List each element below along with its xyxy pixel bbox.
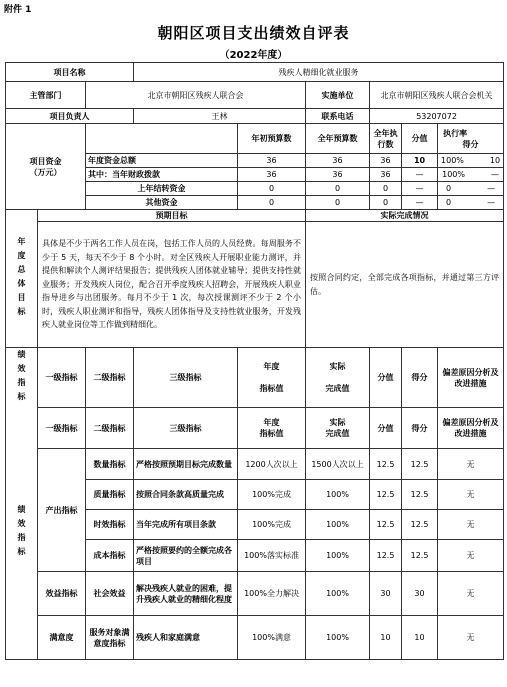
- phone-label: 联系电话: [306, 109, 370, 124]
- goals-side-label: 年度总体目标: [6, 210, 38, 348]
- phone-value: 53207072: [370, 109, 504, 124]
- table-row: 成本指标 严格按照要约的全额完成各项目 100%落实标准 100% 12.5 12.5 无: [6, 540, 504, 572]
- owner-value: 王林: [134, 109, 306, 124]
- funds-row: 其中：当年财政拨款 36 36 36 — 100% —: [6, 168, 504, 182]
- perf-side-label: 绩效指标: [6, 408, 38, 660]
- goals-header-row: [6, 210, 504, 222]
- table-row: 效益指标 社会效益 解决残疾人就业的困难，提升残疾人就业的精细化程度 100%全力解决 100% 30 30 无: [6, 572, 504, 616]
- funds-header-row: [6, 124, 504, 154]
- owner-label: 项目负责人: [6, 109, 134, 124]
- year-subtitle: （2022年度）: [219, 50, 288, 61]
- perf-header-row: 绩效指标 一级指标 二级指标 三级指标 年度 指标值 实际 完成值 分值 得分 偏差原因分析及改进措施: [6, 348, 504, 408]
- funds-header-cell: 全年执行数: [370, 124, 402, 154]
- page-title: 朝阳区项目支出绩效自评表: [157, 24, 350, 42]
- impl-label: 实施单位: [306, 82, 370, 109]
- dept-value: 北京市朝阳区残疾人联合会: [86, 82, 306, 109]
- attachment-label: 附件 1: [4, 5, 32, 15]
- project-name-value: 残疾人精细化就业服务: [134, 63, 504, 82]
- funds-row: 其他资金 0 0 0 — 0 —: [6, 196, 504, 210]
- funds-row: 年度资金总额 36 36 36 10 100% 10: [6, 154, 504, 168]
- funds-header-cell: 执行率 得分: [438, 124, 504, 154]
- expected-goal-header: 预期目标: [38, 210, 306, 222]
- funds-header-cell: 全年预算数: [306, 124, 370, 154]
- funds-header-cell: 分值: [402, 124, 438, 154]
- project-name-row: [6, 63, 504, 82]
- owner-row: [6, 109, 504, 124]
- actual-goal-header: 实际完成情况: [306, 210, 504, 222]
- goals-content-row: [6, 222, 504, 348]
- table-row: 满意度 服务对象满意度指标 残疾人和家庭满意 100%满意 100% 10 10 无: [6, 616, 504, 660]
- expected-goal-text: 具体是不少于两名工作人员在岗，包括工作人员的人员经费。每周服务不少于 5 天，每天不少于 8 个小时。对全区残疾人开展职业能力测评，并提供和解读个人测评结果报告；提供残疾人团体就业辅导；提供支持性就业服务；开发残疾人岗位，配合召开季度残疾人招聘会，开展残疾人职业指导进乡与出团服务。每月不少于 1 次，每次授课测评不少于 2 个小时，残疾人职业测评和指导，残疾人团体指导及支持性就业服务，开发残疾人就业岗位等工作做到精细化。: [38, 222, 306, 348]
- funds-header-cell: 年初预算数: [238, 124, 306, 154]
- actual-goal-text: 按照合同约定，全部完成各项指标，并通过第三方评估。: [306, 222, 504, 348]
- table-row: 产出指标 数量指标 严格按照预期目标完成数量 1200人次以上 1500人次以上 12.5 12.5 无: [6, 449, 504, 480]
- table-row: 时效指标 当年完成所有项目条款 100%完成 100% 12.5 12.5 无: [6, 510, 504, 540]
- project-name-label: 项目名称: [6, 63, 134, 82]
- output-indicator-label: 产出指标: [38, 449, 86, 572]
- impl-value: 北京市朝阳区残疾人联合会机关: [370, 82, 504, 109]
- funds-label: 项目资金 （万元）: [6, 124, 86, 210]
- benefit-indicator-label: 效益指标: [38, 572, 86, 616]
- table-row: 质量指标 按照合同条款高质量完成 100%完成 100% 12.5 12.5 无: [6, 480, 504, 510]
- perf-header-row-2: 绩效指标 一级指标 二级指标 三级指标 年度 指标值 实际 完成值 分值 得分 偏差原因分析及改进措施: [6, 408, 504, 449]
- perf-side-label-top: 绩效指标: [6, 348, 38, 408]
- funds-row: 上年结转资金 0 0 0 — 0 —: [6, 182, 504, 196]
- evaluation-table: [5, 62, 504, 660]
- dept-label: 主管部门: [6, 82, 86, 109]
- dept-row: [6, 82, 504, 109]
- satisfaction-indicator-label: 满意度: [38, 616, 86, 660]
